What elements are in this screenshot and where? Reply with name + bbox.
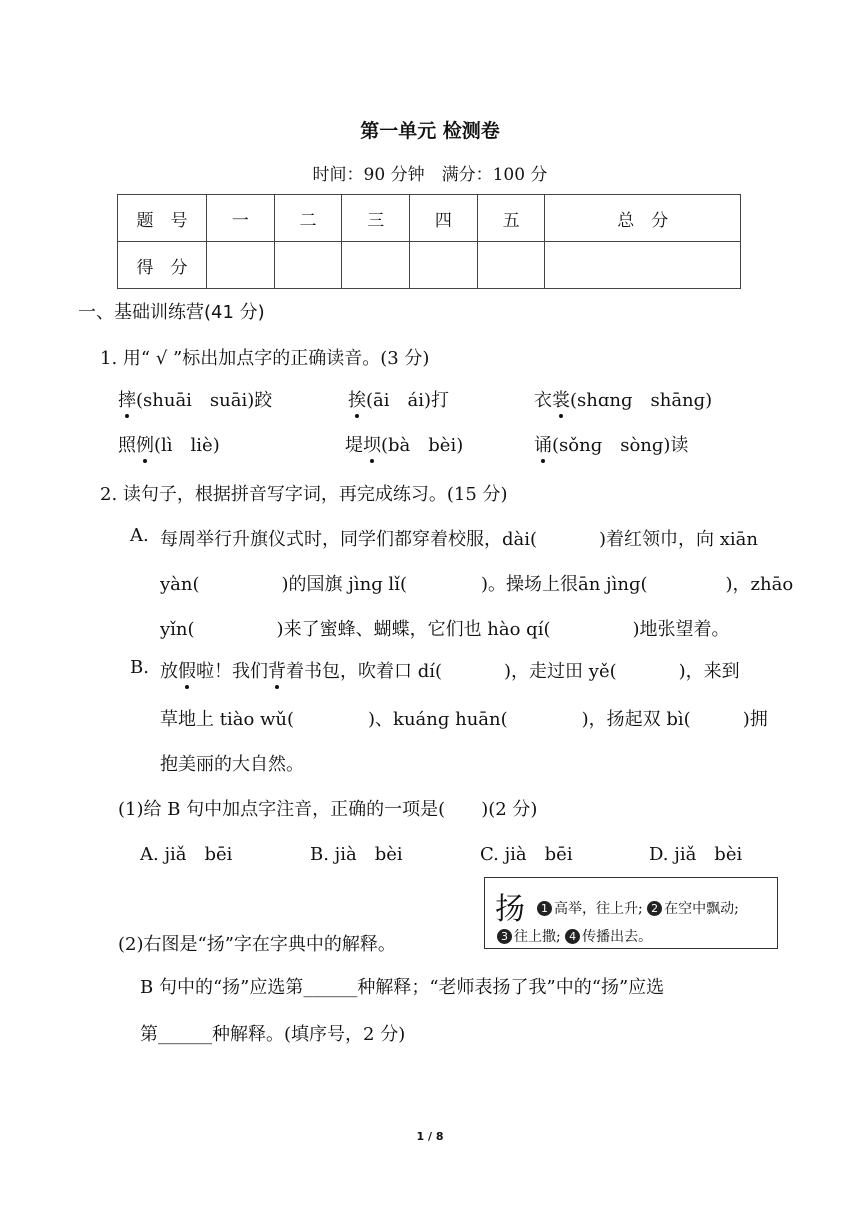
q1-item-options[interactable]: (lì liè) [154,435,220,456]
dictionary-entry-image [484,877,778,949]
number-4-icon: 4 [565,929,580,944]
section-heading: 一、基础训练营(41 分) [78,302,265,323]
q1-item-options[interactable]: (shɑnɡ shānɡ) [570,390,713,411]
subquestion-2-line2: B 句中的“扬”应选第______种解释；“老师表扬了我”中的“扬”应选 [140,977,665,998]
number-2-icon: 2 [647,901,662,916]
exam-time-score: 时间：90 分钟 满分：100 分 [312,165,548,185]
dotted-char: 假 [178,657,196,683]
dotted-char: 摔 [118,386,136,412]
passage-text: )，来到 [678,661,740,682]
q1-item [534,386,712,412]
dotted-char: 例 [136,431,154,457]
passage-text: 放 [160,661,178,682]
score-input-cell[interactable] [410,242,478,289]
passage-b-label: B. [130,657,149,678]
passage-text: )，zhāo [725,574,794,595]
passage-text: yàn( [160,574,200,595]
passage-a-label: A. [130,525,149,546]
score-header-cell: 一 [207,195,275,242]
score-row-label: 得 分 [118,242,207,289]
passage-a-line1 [160,525,758,551]
question-1-stem: 1. 用“ √ ”标出加点字的正确读音。(3 分) [100,348,430,369]
q1-item-pre: 衣 [534,390,552,411]
number-1-icon: 1 [537,901,552,916]
passage-text: )着红领巾，向 xiān [599,529,759,550]
page-title: 第一单元 检测卷 [360,120,500,142]
q1-item [118,431,220,457]
dotted-char: 背 [268,657,286,683]
score-table [117,194,741,289]
number-3-icon: 3 [497,929,512,944]
page-number: 1 / 8 [416,1130,444,1143]
passage-text: )来了蜜蜂、蝴蝶，它们也 hào qí( [276,619,551,640]
subquestion-2-line3: 第______种解释。(填序号，2 分) [140,1024,406,1045]
dotted-char: 诵 [534,431,552,457]
subquestion-2-stem: (2)右图是“扬”字在字典中的解释。 [118,934,396,955]
score-table-score-row [118,242,741,289]
dictionary-def: 往上撒; [514,929,561,945]
q1-item-pre: 堤 [345,435,363,456]
passage-text: )地张望着。 [632,619,730,640]
score-header-cell: 五 [477,195,545,242]
dictionary-def: 传播出去。 [582,929,653,945]
passage-text: yǐn( [160,619,195,640]
score-header-cell: 总 分 [545,195,741,242]
q1-item-options[interactable]: (shuāi suāi)跤 [136,390,273,411]
q1-item-options[interactable]: (bà bèi) [381,435,464,456]
q1-item-options[interactable]: (āi ái)打 [366,390,450,411]
q1-item [534,431,688,457]
passage-b-line1 [160,657,740,683]
option-a[interactable]: A. jiǎ bēi [140,844,233,865]
option-b[interactable]: B. jià bèi [310,844,403,865]
passage-b-line2 [160,705,768,731]
q1-item-pre: 照 [118,435,136,456]
passage-text: 着书包，吹着口 dí( [286,661,443,682]
dictionary-headword: 扬 [495,892,525,927]
q1-item [118,386,272,412]
score-table-header-row [118,195,741,242]
question-2-stem: 2. 读句子，根据拼音写字词，再完成练习。(15 分) [100,484,508,505]
passage-text: )。操场上很ān jìnɡ( [480,574,648,595]
dotted-char: 坝 [363,431,381,457]
passage-a-line3 [160,615,730,641]
dictionary-def: 高举，往上升; [554,901,643,917]
passage-b-line3: 抱美丽的大自然。 [160,754,304,775]
dotted-char: 挨 [348,386,366,412]
passage-text: 草地上 tiào wǔ( [160,709,295,730]
passage-text: 啦！我们 [196,661,268,682]
score-header-cell: 题 号 [118,195,207,242]
score-input-cell[interactable] [274,242,342,289]
passage-text: )、kuánɡ huān( [368,709,508,730]
score-header-cell: 三 [342,195,410,242]
score-input-cell[interactable] [342,242,410,289]
passage-text: 每周举行升旗仪式时，同学们都穿着校服，dài( [160,529,538,550]
dotted-char: 裳 [552,386,570,412]
dictionary-defs-line2 [497,926,652,946]
passage-text: )，走过田 yě( [504,661,617,682]
score-input-cell[interactable] [545,242,741,289]
subquestion-1-stem: (1)给 B 句中加点字注音，正确的一项是( )(2 分) [118,799,538,820]
q1-item [345,431,463,457]
q1-item-options[interactable]: (sǒnɡ sònɡ)读 [552,435,689,456]
passage-a-line2 [160,570,793,596]
passage-text: )的国旗 jìnɡ lǐ( [281,574,407,595]
dictionary-defs-line1 [537,898,739,918]
score-input-cell[interactable] [207,242,275,289]
score-input-cell[interactable] [477,242,545,289]
score-header-cell: 二 [274,195,342,242]
passage-text: )，扬起双 bì( [581,709,691,730]
q1-item [348,386,449,412]
option-d[interactable]: D. jiǎ bèi [649,844,743,865]
option-c[interactable]: C. jià bēi [480,844,573,865]
passage-text: )拥 [742,709,768,730]
score-header-cell: 四 [410,195,478,242]
dictionary-def: 在空中飘动; [664,901,739,917]
